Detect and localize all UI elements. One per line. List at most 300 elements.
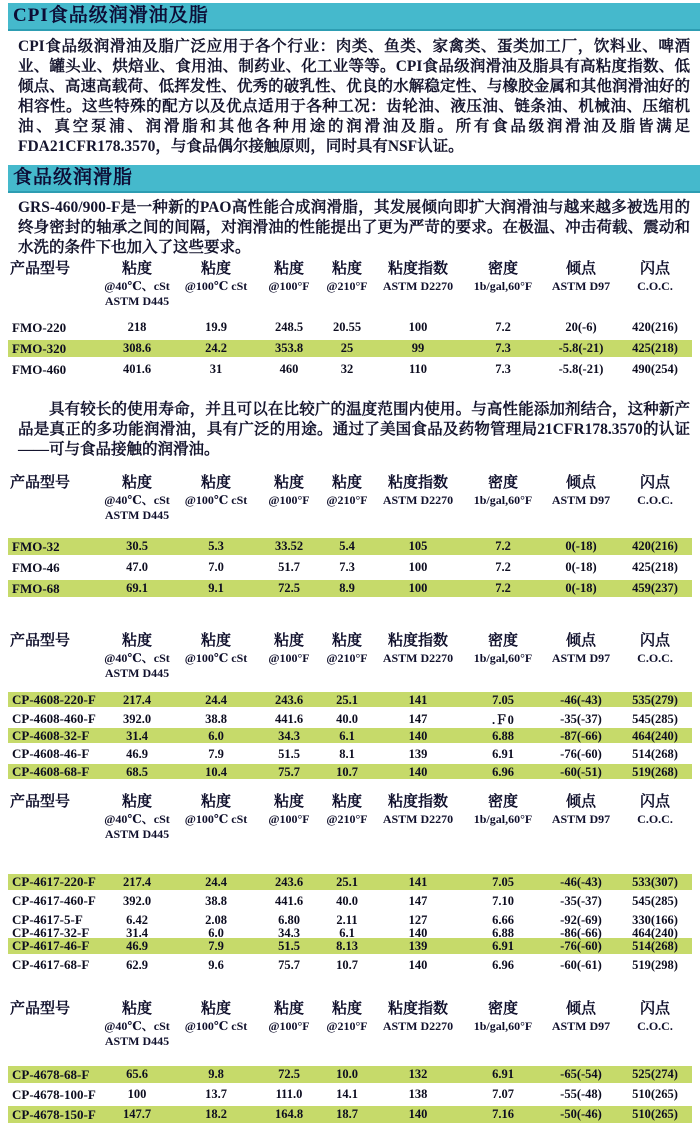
column-header (258, 474, 320, 523)
value-cell: 14.1 (336, 1087, 358, 1101)
product-model-cell: CP-4678-100-F (12, 1086, 96, 1102)
value-cell: -65(-54) (560, 1067, 602, 1081)
column-label: 倾点 (565, 475, 596, 491)
column-label: 闪点 (639, 1001, 670, 1017)
value-cell: 9.1 (208, 581, 224, 595)
column-label: 粘度 (273, 794, 304, 810)
value-cell: 459(237) (632, 581, 678, 595)
value-cell: 40.0 (336, 893, 358, 908)
value-cell: 401.6 (122, 362, 152, 376)
value-cell: 62.9 (126, 957, 148, 972)
column-sublabel: ASTM D2270 (382, 493, 454, 507)
value-cell: 65.6 (126, 1067, 148, 1081)
value-cell: 20.55 (332, 320, 362, 334)
column-sublabel: ASTM D97 (551, 651, 611, 665)
value-cell: 10.7 (336, 764, 358, 779)
column-label: 粘度指数 (387, 1001, 448, 1017)
column-label: 粘度 (273, 633, 304, 649)
value-cell: -86(-66) (560, 925, 602, 940)
column-sublabel: @40℃、cSt (104, 493, 170, 507)
value-cell: 24.2 (205, 341, 227, 355)
value-cell: 100 (127, 1087, 147, 1101)
column-label: 粘度 (200, 633, 231, 649)
value-cell: 7.16 (492, 1107, 514, 1121)
value-cell: 535(279) (632, 692, 678, 707)
column-label: 粘度 (121, 261, 152, 277)
product-model-cell: CP-4617-68-F (12, 957, 90, 972)
column-label: 产品型号 (10, 1001, 71, 1017)
column-sublabel: 1b/gal,60°F (473, 493, 533, 507)
column-label: 闪点 (639, 633, 670, 649)
column-label: 粘度 (200, 1001, 231, 1017)
column-header (618, 793, 692, 842)
value-cell: 2.08 (205, 912, 227, 927)
value-cell: 139 (408, 938, 428, 953)
column-sublabel: @40℃、cSt (104, 812, 170, 826)
column-header (544, 793, 618, 842)
column-sublabel: ASTM D2270 (382, 1019, 454, 1033)
value-cell: 100 (408, 560, 428, 574)
column-label: 粘度 (121, 475, 152, 491)
table-row (8, 746, 692, 761)
column-header (8, 793, 100, 842)
value-cell: 5.4 (339, 539, 355, 553)
value-cell: 7.0 (208, 560, 224, 574)
column-sublabel: ASTM D2270 (382, 279, 454, 293)
column-label: 密度 (487, 1001, 518, 1017)
value-cell: 147 (408, 711, 428, 726)
column-label: 粘度 (273, 475, 304, 491)
product-model-cell: FMO-68 (12, 580, 60, 596)
value-cell: 6.80 (278, 912, 300, 927)
column-label: 倾点 (565, 633, 596, 649)
column-method: ASTM D445 (104, 508, 170, 522)
column-label: 密度 (487, 794, 518, 810)
value-cell: 40.0 (336, 711, 358, 726)
column-header (374, 260, 462, 309)
value-cell: 6.0 (208, 728, 224, 743)
value-cell: 25.1 (336, 874, 358, 889)
table-row (8, 912, 692, 927)
column-sublabel: @210°F (326, 651, 368, 665)
value-cell: -76(-60) (560, 938, 602, 953)
value-cell: 545(285) (632, 711, 678, 726)
value-cell: 514(268) (632, 938, 678, 953)
value-cell: 10.0 (336, 1067, 358, 1081)
column-sublabel: @100°F (268, 1019, 310, 1033)
value-cell: 68.5 (126, 764, 148, 779)
product-model-cell: CP-4608-220-F (12, 692, 96, 707)
value-cell: 7.2 (495, 539, 511, 553)
value-cell: 460 (279, 362, 299, 376)
value-cell: 392.0 (122, 893, 152, 908)
column-label: 粘度 (331, 633, 362, 649)
value-cell: 24.4 (205, 692, 227, 707)
column-label: 粘度 (331, 475, 362, 491)
value-cell: 7.3 (495, 341, 511, 355)
column-sublabel: @100℃ cSt (184, 493, 248, 507)
value-cell: 425(218) (632, 560, 678, 574)
table-rows (8, 319, 692, 378)
value-cell: 464(240) (632, 728, 678, 743)
table-row (8, 319, 692, 336)
value-cell: 6.96 (492, 957, 514, 972)
column-sublabel: @40℃、cSt (104, 1019, 170, 1033)
column-header (100, 474, 174, 523)
column-sublabel: ASTM D2270 (382, 651, 454, 665)
value-cell: 519(268) (632, 764, 678, 779)
column-label: 密度 (487, 633, 518, 649)
table-row (8, 692, 692, 707)
column-label: 粘度 (200, 475, 231, 491)
document-page (0, 3, 700, 1137)
section1-title: CPI食品级润滑油及脂 (13, 5, 209, 26)
value-cell: 51.5 (278, 938, 300, 953)
column-header (618, 474, 692, 523)
column-label: 粘度指数 (387, 794, 448, 810)
column-label: 粘度 (200, 794, 231, 810)
table-row (8, 1086, 692, 1103)
column-sublabel: C.O.C. (637, 279, 673, 293)
value-cell: 6.0 (208, 925, 224, 940)
value-cell: 7.2 (495, 581, 511, 595)
column-sublabel: ASTM D97 (551, 493, 611, 507)
column-sublabel: ASTM D2270 (382, 812, 454, 826)
column-header (544, 632, 618, 681)
value-cell: 217.4 (122, 692, 152, 707)
value-cell: 441.6 (274, 893, 304, 908)
value-cell: 75.7 (278, 957, 300, 972)
value-cell: 140 (408, 957, 428, 972)
column-header (174, 1000, 258, 1049)
column-header (258, 632, 320, 681)
value-cell: 47.0 (126, 560, 148, 574)
value-cell: -35(-37) (560, 711, 602, 726)
value-cell: 525(274) (632, 1067, 678, 1081)
value-cell: -35(-37) (560, 893, 602, 908)
section1-title-bar (8, 3, 700, 31)
table-rows (8, 874, 692, 973)
column-header (100, 1000, 174, 1049)
value-cell: 13.7 (205, 1087, 227, 1101)
column-header (618, 632, 692, 681)
value-cell: 9.8 (208, 1067, 224, 1081)
column-sublabel: 1b/gal,60°F (473, 1019, 533, 1033)
value-cell: 6.66 (492, 912, 514, 927)
column-label: 产品型号 (10, 633, 71, 649)
value-cell: 8.1 (339, 746, 355, 761)
column-header (174, 632, 258, 681)
value-cell: 425(218) (632, 341, 678, 355)
value-cell: -5.8(-21) (558, 362, 604, 376)
table-header (8, 793, 692, 842)
value-cell: 147 (408, 893, 428, 908)
value-cell: 164.8 (274, 1107, 304, 1121)
value-cell: 100 (408, 320, 428, 334)
column-label: 粘度 (331, 1001, 362, 1017)
product-model-cell: FMO-46 (12, 559, 60, 575)
table-rows (8, 538, 692, 597)
value-cell: 8.13 (336, 938, 358, 953)
product-model-cell: CP-4608-68-F (12, 764, 90, 779)
column-label: 倾点 (565, 261, 596, 277)
value-cell: -5.8(-21) (558, 341, 604, 355)
value-cell: 30.5 (126, 539, 148, 553)
column-sublabel: @100°F (268, 812, 310, 826)
column-label: 粘度指数 (387, 633, 448, 649)
value-cell: 19.9 (205, 320, 227, 334)
value-cell: 464(240) (632, 925, 678, 940)
column-sublabel: 1b/gal,60°F (473, 651, 533, 665)
value-cell: 75.7 (278, 764, 300, 779)
column-sublabel: @100°F (268, 279, 310, 293)
table-row (8, 361, 692, 378)
value-cell: 7.07 (492, 1087, 514, 1101)
value-cell: 99 (411, 341, 425, 355)
value-cell: 132 (408, 1067, 428, 1081)
value-cell: .Ｆ0 (492, 713, 514, 727)
column-header (544, 260, 618, 309)
table-row (8, 710, 692, 725)
column-label: 产品型号 (10, 794, 71, 810)
value-cell: 490(254) (632, 362, 678, 376)
value-cell: 441.6 (274, 711, 304, 726)
product-model-cell: FMO-220 (12, 319, 67, 335)
table-row (8, 340, 692, 357)
value-cell: 7.9 (208, 938, 224, 953)
column-label: 粘度 (121, 1001, 152, 1017)
value-cell: -92(-69) (560, 912, 602, 927)
value-cell: 6.88 (492, 728, 514, 743)
product-model-cell: FMO-32 (12, 538, 60, 554)
column-label: 粘度 (273, 261, 304, 277)
spec-table-fmo-heavy (8, 260, 692, 378)
value-cell: 110 (408, 362, 428, 376)
column-sublabel: @210°F (326, 279, 368, 293)
value-cell: 8.9 (339, 581, 355, 595)
column-header (8, 632, 100, 681)
value-cell: 140 (408, 764, 428, 779)
table-rows (8, 692, 692, 779)
value-cell: -46(-43) (560, 874, 602, 889)
value-cell: 7.2 (495, 560, 511, 574)
product-model-cell: CP-4678-68-F (12, 1066, 90, 1082)
value-cell: 510(265) (632, 1087, 678, 1101)
column-sublabel: 1b/gal,60°F (473, 812, 533, 826)
column-sublabel: @210°F (326, 1019, 368, 1033)
value-cell: 7.05 (492, 692, 514, 707)
value-cell: 31.4 (126, 925, 148, 940)
product-model-cell: CP-4608-32-F (12, 728, 90, 743)
table-header (8, 632, 692, 681)
value-cell: 7.9 (208, 746, 224, 761)
column-label: 产品型号 (10, 475, 71, 491)
value-cell: 20(-6) (565, 320, 597, 334)
value-cell: 147.7 (122, 1107, 152, 1121)
column-header (618, 260, 692, 309)
table-row (8, 559, 692, 576)
product-model-cell: FMO-320 (12, 340, 67, 356)
column-header (462, 260, 544, 309)
value-cell: 6.91 (492, 746, 514, 761)
table-row (8, 874, 692, 890)
value-cell: 6.1 (339, 728, 355, 743)
value-cell: 6.1 (339, 925, 355, 940)
value-cell: 248.5 (274, 320, 304, 334)
value-cell: 6.91 (492, 938, 514, 953)
value-cell: 0(-18) (565, 560, 597, 574)
product-model-cell: CP-4617-5-F (12, 912, 83, 927)
table-row (8, 580, 692, 597)
product-model-cell: CP-4608-46-F (12, 746, 90, 761)
column-method: ASTM D445 (104, 294, 170, 308)
value-cell: -55(-48) (560, 1087, 602, 1101)
value-cell: 2.11 (336, 912, 358, 927)
value-cell: -60(-61) (560, 957, 602, 972)
column-label: 粘度 (273, 1001, 304, 1017)
value-cell: 38.8 (205, 711, 227, 726)
value-cell: 72.5 (278, 1067, 300, 1081)
table-row (8, 728, 692, 743)
column-header (320, 474, 374, 523)
column-label: 密度 (487, 261, 518, 277)
value-cell: 105 (408, 539, 428, 553)
column-header (258, 260, 320, 309)
section1-paragraph: CPI食品级润滑油及脂广泛应用于各个行业：肉类、鱼类、家禽类、蛋类加工厂，饮料业、啤酒业、罐头业、烘焙业、食用油、制药业、化工业等等。CPI食品级润滑油及脂具有高粘度指数、低倾点、高速高载荷、低挥发性、优秀的破乳性、优良的水解稳定性、与橡胶金属和其他润滑油好的相容性。这些特殊的配方以及优点适用于各种工况：齿轮油、液压油、链条油、机械油、压缩机油、真空泵浦、润滑脂和其他各种用途的润滑油及脂。所有食品级润滑油及脂皆满足FDA21CFR178.3570，与食品偶尔接触原则，同时具有NSF认证。 (18, 38, 690, 155)
column-label: 粘度 (121, 633, 152, 649)
column-sublabel: C.O.C. (637, 493, 673, 507)
value-cell: 10.7 (336, 957, 358, 972)
value-cell: 7.3 (495, 362, 511, 376)
value-cell: 141 (408, 874, 428, 889)
column-label: 闪点 (639, 475, 670, 491)
value-cell: 545(285) (632, 893, 678, 908)
value-cell: 24.4 (205, 874, 227, 889)
column-header (462, 474, 544, 523)
column-sublabel: ASTM D97 (551, 1019, 611, 1033)
column-sublabel: @100°F (268, 493, 310, 507)
product-model-cell: CP-4617-460-F (12, 893, 96, 908)
spec-table-fmo-light (8, 474, 692, 597)
value-cell: 25.1 (336, 692, 358, 707)
column-sublabel: @100℃ cSt (184, 651, 248, 665)
value-cell: 140 (408, 1107, 428, 1121)
value-cell: 10.4 (205, 764, 227, 779)
column-sublabel: ASTM D97 (551, 812, 611, 826)
value-cell: 514(268) (632, 746, 678, 761)
spec-table-cp4608 (8, 632, 692, 779)
value-cell: 34.3 (278, 925, 300, 940)
table-header (8, 260, 692, 309)
middle-paragraph: 具有较长的使用寿命，并且可以在比较广的温度范围内使用。与高性能添加剂结合，这种新产品是真正的多功能润滑油，具有广泛的用途。通过了美国食品及药物管理局21CFR178.3570的认证——可与食品接触的润滑油。 (18, 401, 690, 458)
table-row (8, 893, 692, 909)
column-label: 倾点 (565, 794, 596, 810)
table-row (8, 938, 692, 954)
column-sublabel: @210°F (326, 493, 368, 507)
section2-title-bar (8, 165, 700, 193)
table-header (8, 1000, 692, 1049)
spec-table-cp4678 (8, 1000, 692, 1123)
column-header (100, 632, 174, 681)
product-model-cell: CP-4678-150-F (12, 1106, 96, 1122)
value-cell: 6.96 (492, 764, 514, 779)
value-cell: 7.05 (492, 874, 514, 889)
column-header (100, 260, 174, 309)
table-row (8, 925, 692, 940)
value-cell: 31.4 (126, 728, 148, 743)
column-method: ASTM D445 (104, 827, 170, 841)
column-header (8, 474, 100, 523)
column-sublabel: C.O.C. (637, 651, 673, 665)
value-cell: 34.3 (278, 728, 300, 743)
value-cell: -76(-60) (560, 746, 602, 761)
column-header (174, 793, 258, 842)
column-header (544, 1000, 618, 1049)
column-label: 闪点 (639, 794, 670, 810)
column-header (462, 1000, 544, 1049)
table-row (8, 764, 692, 779)
column-header (258, 793, 320, 842)
value-cell: 38.8 (205, 893, 227, 908)
value-cell: 217.4 (122, 874, 152, 889)
table-row (8, 538, 692, 555)
table-rows (8, 1066, 692, 1123)
value-cell: 18.2 (205, 1107, 227, 1121)
value-cell: 51.7 (278, 560, 300, 574)
column-header (100, 793, 174, 842)
value-cell: -87(-66) (560, 728, 602, 743)
value-cell: 139 (408, 746, 428, 761)
value-cell: 32 (340, 362, 354, 376)
column-method: ASTM D445 (104, 666, 170, 680)
column-label: 粘度 (200, 261, 231, 277)
column-header (374, 632, 462, 681)
column-sublabel: @100℃ cSt (184, 812, 248, 826)
column-header (174, 260, 258, 309)
value-cell: 7.2 (495, 320, 511, 334)
column-sublabel: @100°F (268, 651, 310, 665)
column-header (320, 632, 374, 681)
value-cell: 330(166) (632, 912, 678, 927)
column-label: 粘度 (121, 794, 152, 810)
column-label: 产品型号 (10, 261, 71, 277)
product-model-cell: CP-4617-32-F (12, 925, 90, 940)
value-cell: 0(-18) (565, 539, 597, 553)
value-cell: 33.52 (274, 539, 304, 553)
column-method: ASTM D445 (104, 1034, 170, 1048)
value-cell: 9.6 (208, 957, 224, 972)
value-cell: 353.8 (274, 341, 304, 355)
column-sublabel: C.O.C. (637, 812, 673, 826)
column-header (462, 632, 544, 681)
value-cell: 46.9 (126, 938, 148, 953)
value-cell: 18.7 (336, 1107, 358, 1121)
column-header (320, 793, 374, 842)
value-cell: 69.1 (126, 581, 148, 595)
value-cell: 5.3 (208, 539, 224, 553)
value-cell: 533(307) (632, 874, 678, 889)
column-label: 粘度指数 (387, 261, 448, 277)
column-header (174, 474, 258, 523)
column-sublabel: @40℃、cSt (104, 279, 170, 293)
value-cell: 308.6 (122, 341, 152, 355)
value-cell: 111.0 (275, 1087, 303, 1101)
column-header (8, 1000, 100, 1049)
product-model-cell: CP-4617-220-F (12, 874, 96, 889)
table-row (8, 1066, 692, 1083)
column-label: 密度 (487, 475, 518, 491)
table-row (8, 957, 692, 973)
